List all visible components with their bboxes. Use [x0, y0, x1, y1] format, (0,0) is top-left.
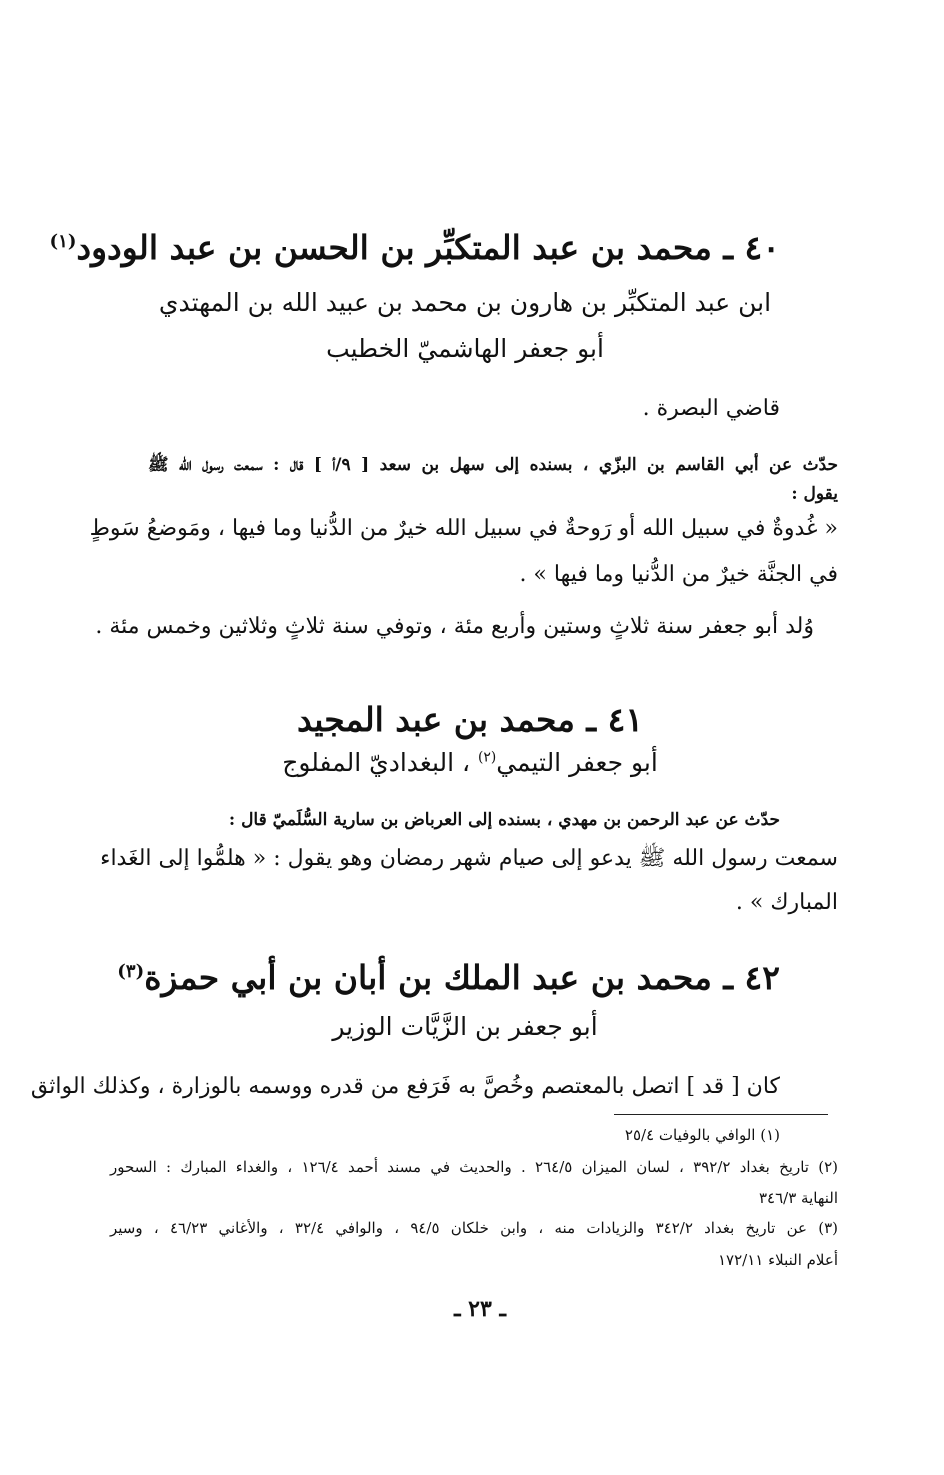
footnote-2-line-1: (٢) تاريخ بغداد ٣٩٢/٢ ، لسان الميزان ٢٦٤/٥ . والحديث في مسند أحمد ١٢٦/٤ ، والغداء المبارك : السحور — [110, 1158, 838, 1176]
entry-40-hadith-line-1: « غُدوةٌ في سبيل الله أو رَوحةٌ في سبيل الله خيرٌ من الدُّنيا وما فيها ، ومَوضعُ سَوطٍ — [89, 516, 838, 541]
footnote-1: (١) الوافي بالوفيات ٢٥/٤ — [624, 1126, 780, 1144]
entry-41-kunya-nisba: ، البغداديّ المفلوج — [282, 748, 479, 777]
footnote-ref-2: (٢) — [478, 749, 497, 766]
page-number: ـ ٢٣ ـ — [454, 1296, 506, 1322]
footnote-2-line-2: النهاية ٣٤٦/٣ — [758, 1189, 838, 1207]
entry-41-heading: ٤١ ـ محمد بن عبد المجيد — [296, 700, 644, 739]
footnote-ref-3: (٣) — [117, 961, 145, 982]
entry-40-hadith-line-2: في الجنَّة خيرٌ من الدُّنيا وما فيها » . — [519, 562, 838, 587]
entry-42-kunya: أبو جعفر بن الزَّيَّات الوزير — [332, 1012, 598, 1041]
entry-41-hadith-line-2: المبارك » . — [735, 890, 838, 915]
footnote-3-line-1: (٣) عن تاريخ بغداد ٣٤٢/٢ والزيادات منه ، وابن خلكان ٩٤/٥ ، والوافي ٣٢/٤ ، والأغاني ٤٦/٢٣ ، وسير — [110, 1219, 839, 1237]
entry-40-lineage: ابن عبد المتكبِّر بن هارون بن محمد بن عبيد الله بن المهتدي — [158, 288, 772, 317]
entry-40-dates: وُلد أبو جعفر سنة ثلاثٍ وستين وأربع مئة ، وتوفي سنة ثلاثٍ وثلاثين وخمس مئة . — [95, 614, 814, 639]
entry-41-isnad: حدّث عن عبد الرحمن بن مهدي ، بسنده إلى العرباض بن سارية السُّلَميّ قال : — [228, 810, 780, 830]
entry-40-heading — [49, 228, 780, 267]
footnote-ref-1: (١) — [49, 231, 77, 252]
entry-40-isnad-line-2: يقول : — [791, 484, 838, 504]
entry-40-heading-text: ٤٠ ـ محمد بن عبد المتكبِّر بن الحسن بن عبد الودود — [76, 228, 780, 267]
entry-41-kunya — [180, 748, 760, 777]
entry-41-hadith-line-1: سمعت رسول الله ﷺ يدعو إلى صيام شهر رمضان وهو يقول : « هلمُّوا إلى الغَداء — [100, 846, 838, 871]
entry-40-kunya: أبو جعفر الهاشميّ الخطيب — [326, 334, 604, 363]
entry-42-heading-text: ٤٢ ـ محمد بن عبد الملك بن أبان بن أبي حمزة — [144, 958, 780, 997]
entry-40-description: قاضي البصرة . — [642, 396, 780, 421]
entry-41-kunya-name: أبو جعفر التيمي — [496, 748, 658, 777]
entry-42-text: كان [ قد ] اتصل بالمعتصم وخُصَّ به فَرَفع من قدره ووسمه بالوزارة ، وكذلك الواثق — [30, 1074, 780, 1099]
footnote-3-line-2: أعلام النبلاء ١٧٢/١١ — [717, 1251, 838, 1269]
footnote-separator — [614, 1114, 828, 1115]
entry-40-isnad-line-1: حدّث عن أبي القاسم بن البزّي ، بسنده إلى سهل بن سعد [ ٩/أ ] قال : سمعت رسول الله ﷺ — [148, 455, 839, 475]
entry-42-heading — [117, 958, 780, 997]
